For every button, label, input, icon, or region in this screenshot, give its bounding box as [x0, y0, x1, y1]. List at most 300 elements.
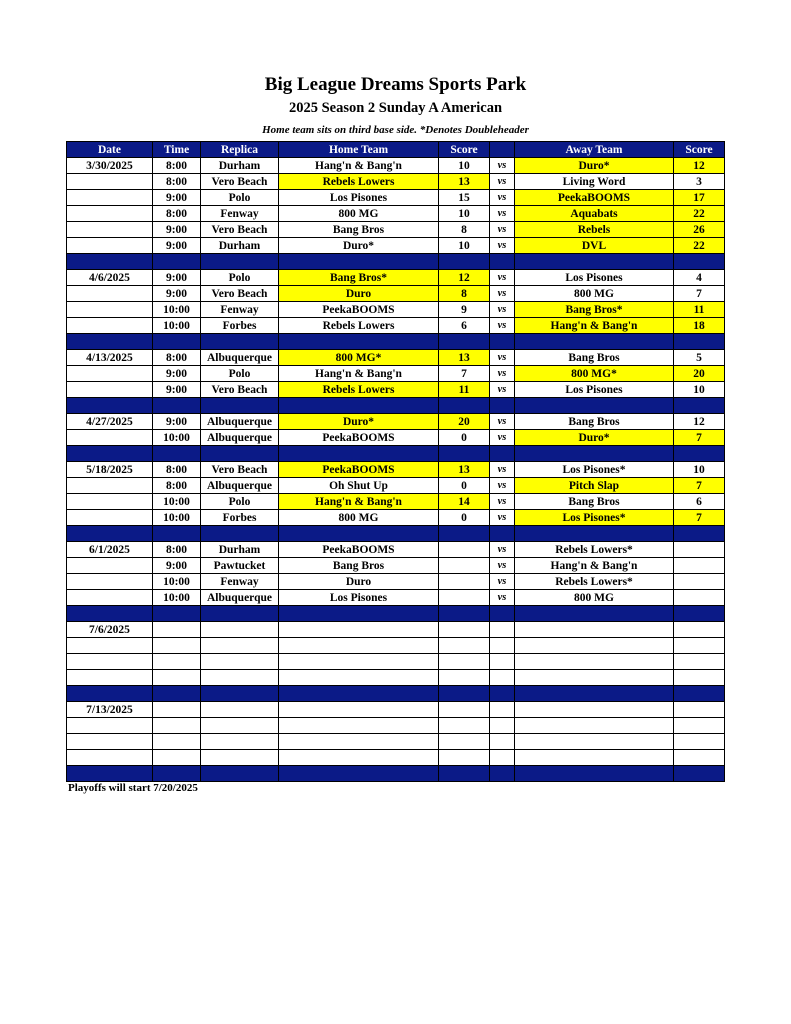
away-score-cell: 17 [674, 190, 725, 206]
home-score-cell: 20 [439, 414, 490, 430]
separator-cell [515, 686, 674, 702]
home-team-cell: Bang Bros [279, 558, 439, 574]
home-team-cell: Rebels Lowers [279, 318, 439, 334]
home-score-cell [439, 654, 490, 670]
date-cell [67, 190, 153, 206]
home-team-cell: 800 MG* [279, 350, 439, 366]
time-cell: 8:00 [153, 174, 201, 190]
schedule-body [67, 158, 725, 782]
home-team-cell: PeekaBOOMS [279, 302, 439, 318]
away-team-cell: 800 MG [515, 590, 674, 606]
away-score-cell: 7 [674, 430, 725, 446]
time-cell: 9:00 [153, 414, 201, 430]
home-score-cell [439, 734, 490, 750]
away-score-cell [674, 654, 725, 670]
separator-cell [67, 398, 153, 414]
away-team-cell: Living Word [515, 174, 674, 190]
separator-cell [439, 686, 490, 702]
away-team-cell: 800 MG* [515, 366, 674, 382]
away-score-cell: 7 [674, 478, 725, 494]
time-cell [153, 622, 201, 638]
replica-cell: Polo [201, 190, 279, 206]
separator-cell [279, 446, 439, 462]
home-team-cell: Bang Bros* [279, 270, 439, 286]
time-cell [153, 638, 201, 654]
away-team-cell: Hang'n & Bang'n [515, 558, 674, 574]
home-score-cell [439, 622, 490, 638]
date-cell [67, 670, 153, 686]
game-row [67, 462, 725, 478]
date-cell [67, 510, 153, 526]
time-cell: 10:00 [153, 494, 201, 510]
replica-cell: Polo [201, 494, 279, 510]
away-team-cell [515, 750, 674, 766]
vs-cell: vs [490, 270, 515, 286]
game-row [67, 494, 725, 510]
separator-cell [674, 686, 725, 702]
separator-cell [515, 254, 674, 270]
week-separator [67, 254, 725, 270]
header-away-score: Score [674, 142, 725, 158]
time-cell: 10:00 [153, 574, 201, 590]
separator-cell [490, 398, 515, 414]
separator-cell [279, 334, 439, 350]
time-cell: 10:00 [153, 318, 201, 334]
separator-cell [201, 446, 279, 462]
game-row [67, 670, 725, 686]
home-score-cell: 8 [439, 222, 490, 238]
game-row [67, 206, 725, 222]
separator-cell [515, 334, 674, 350]
away-team-cell: PeekaBOOMS [515, 190, 674, 206]
away-team-cell [515, 654, 674, 670]
home-team-cell: Hang'n & Bang'n [279, 158, 439, 174]
home-score-cell [439, 574, 490, 590]
vs-cell [490, 670, 515, 686]
time-cell [153, 718, 201, 734]
home-team-cell: PeekaBOOMS [279, 542, 439, 558]
vs-cell: vs [490, 350, 515, 366]
away-score-cell: 4 [674, 270, 725, 286]
game-row [67, 478, 725, 494]
separator-cell [279, 606, 439, 622]
home-team-cell: Los Pisones [279, 590, 439, 606]
date-cell: 4/27/2025 [67, 414, 153, 430]
vs-cell: vs [490, 190, 515, 206]
separator-cell [515, 398, 674, 414]
week-separator [67, 766, 725, 782]
week-separator [67, 398, 725, 414]
away-team-cell: DVL [515, 238, 674, 254]
separator-cell [674, 398, 725, 414]
separator-cell [490, 766, 515, 782]
replica-cell: Forbes [201, 318, 279, 334]
schedule-note: Home team sits on third base side. *Denotes Doubleheader [262, 124, 529, 136]
game-row [67, 542, 725, 558]
home-team-cell [279, 654, 439, 670]
away-score-cell: 10 [674, 462, 725, 478]
vs-cell [490, 702, 515, 718]
date-cell: 7/6/2025 [67, 622, 153, 638]
home-team-cell: Rebels Lowers [279, 174, 439, 190]
away-team-cell: Pitch Slap [515, 478, 674, 494]
time-cell: 8:00 [153, 542, 201, 558]
separator-cell [279, 526, 439, 542]
game-row [67, 750, 725, 766]
time-cell: 10:00 [153, 510, 201, 526]
page-subtitle: 2025 Season 2 Sunday A American [288, 100, 503, 116]
replica-cell [201, 750, 279, 766]
date-cell [67, 174, 153, 190]
home-team-cell: Duro* [279, 414, 439, 430]
date-cell [67, 430, 153, 446]
vs-cell [490, 638, 515, 654]
replica-cell [201, 718, 279, 734]
separator-cell [153, 446, 201, 462]
vs-cell [490, 654, 515, 670]
vs-cell: vs [490, 414, 515, 430]
separator-cell [201, 606, 279, 622]
game-row [67, 718, 725, 734]
separator-cell [439, 254, 490, 270]
time-cell [153, 750, 201, 766]
replica-cell: Pawtucket [201, 558, 279, 574]
date-cell: 6/1/2025 [67, 542, 153, 558]
separator-cell [153, 526, 201, 542]
separator-cell [439, 446, 490, 462]
separator-cell [279, 254, 439, 270]
home-team-cell [279, 702, 439, 718]
time-cell [153, 670, 201, 686]
vs-cell: vs [490, 558, 515, 574]
home-team-cell [279, 718, 439, 734]
home-score-cell [439, 638, 490, 654]
home-score-cell: 12 [439, 270, 490, 286]
game-row [67, 382, 725, 398]
header-home-team: Home Team [279, 142, 439, 158]
away-team-cell: Rebels Lowers* [515, 542, 674, 558]
game-row [67, 270, 725, 286]
separator-cell [674, 766, 725, 782]
week-separator [67, 606, 725, 622]
time-cell [153, 734, 201, 750]
date-cell [67, 750, 153, 766]
vs-cell [490, 622, 515, 638]
separator-cell [279, 398, 439, 414]
home-team-cell [279, 750, 439, 766]
date-cell [67, 302, 153, 318]
away-score-cell: 10 [674, 382, 725, 398]
separator-cell [439, 606, 490, 622]
away-team-cell [515, 702, 674, 718]
away-team-cell: Los Pisones* [515, 510, 674, 526]
separator-cell [515, 446, 674, 462]
separator-cell [674, 254, 725, 270]
date-cell [67, 222, 153, 238]
replica-cell [201, 734, 279, 750]
replica-cell [201, 654, 279, 670]
time-cell: 8:00 [153, 158, 201, 174]
home-score-cell [439, 558, 490, 574]
header-date: Date [67, 142, 153, 158]
home-score-cell: 0 [439, 430, 490, 446]
replica-cell: Forbes [201, 510, 279, 526]
separator-cell [515, 606, 674, 622]
away-score-cell: 12 [674, 158, 725, 174]
replica-cell: Fenway [201, 302, 279, 318]
replica-cell: Vero Beach [201, 382, 279, 398]
header-row [67, 142, 725, 158]
home-team-cell: PeekaBOOMS [279, 430, 439, 446]
separator-cell [67, 334, 153, 350]
separator-cell [439, 398, 490, 414]
replica-cell: Albuquerque [201, 478, 279, 494]
date-cell: 3/30/2025 [67, 158, 153, 174]
separator-cell [153, 766, 201, 782]
game-row [67, 190, 725, 206]
separator-cell [67, 606, 153, 622]
game-row [67, 702, 725, 718]
game-row [67, 222, 725, 238]
week-separator [67, 686, 725, 702]
date-cell [67, 574, 153, 590]
time-cell: 9:00 [153, 286, 201, 302]
home-team-cell: Duro [279, 286, 439, 302]
home-score-cell: 0 [439, 510, 490, 526]
replica-cell: Durham [201, 238, 279, 254]
away-score-cell: 12 [674, 414, 725, 430]
week-separator [67, 446, 725, 462]
separator-cell [153, 606, 201, 622]
date-cell [67, 366, 153, 382]
replica-cell: Vero Beach [201, 286, 279, 302]
time-cell: 8:00 [153, 350, 201, 366]
away-score-cell [674, 718, 725, 734]
date-cell [67, 558, 153, 574]
home-team-cell: 800 MG [279, 206, 439, 222]
game-row [67, 286, 725, 302]
away-team-cell: Bang Bros [515, 414, 674, 430]
vs-cell: vs [490, 302, 515, 318]
home-team-cell [279, 638, 439, 654]
separator-cell [153, 334, 201, 350]
away-score-cell: 22 [674, 238, 725, 254]
home-score-cell: 13 [439, 350, 490, 366]
away-team-cell [515, 734, 674, 750]
vs-cell: vs [490, 174, 515, 190]
away-score-cell: 18 [674, 318, 725, 334]
vs-cell: vs [490, 382, 515, 398]
replica-cell: Fenway [201, 574, 279, 590]
separator-cell [67, 766, 153, 782]
vs-cell: vs [490, 366, 515, 382]
away-team-cell: Hang'n & Bang'n [515, 318, 674, 334]
home-score-cell: 15 [439, 190, 490, 206]
away-team-cell: Aquabats [515, 206, 674, 222]
away-score-cell: 7 [674, 510, 725, 526]
game-row [67, 174, 725, 190]
date-cell [67, 718, 153, 734]
away-team-cell [515, 638, 674, 654]
week-separator [67, 334, 725, 350]
vs-cell: vs [490, 238, 515, 254]
away-score-cell [674, 542, 725, 558]
away-score-cell [674, 702, 725, 718]
away-score-cell [674, 574, 725, 590]
separator-cell [439, 334, 490, 350]
separator-cell [201, 686, 279, 702]
home-team-cell: Duro [279, 574, 439, 590]
away-team-cell: 800 MG [515, 286, 674, 302]
separator-cell [490, 526, 515, 542]
separator-cell [490, 606, 515, 622]
date-cell [67, 206, 153, 222]
replica-cell: Durham [201, 158, 279, 174]
separator-cell [674, 446, 725, 462]
schedule-table [66, 141, 725, 782]
date-cell [67, 590, 153, 606]
away-team-cell: Los Pisones [515, 382, 674, 398]
home-score-cell: 9 [439, 302, 490, 318]
away-team-cell: Duro* [515, 158, 674, 174]
game-row [67, 238, 725, 254]
replica-cell: Albuquerque [201, 350, 279, 366]
replica-cell: Albuquerque [201, 414, 279, 430]
replica-cell: Durham [201, 542, 279, 558]
time-cell: 10:00 [153, 590, 201, 606]
separator-cell [67, 526, 153, 542]
week-separator [67, 526, 725, 542]
home-score-cell: 10 [439, 158, 490, 174]
home-team-cell: Oh Shut Up [279, 478, 439, 494]
away-team-cell: Rebels [515, 222, 674, 238]
separator-cell [439, 526, 490, 542]
away-team-cell: Bang Bros [515, 494, 674, 510]
vs-cell: vs [490, 542, 515, 558]
game-row [67, 558, 725, 574]
separator-cell [153, 254, 201, 270]
time-cell: 9:00 [153, 190, 201, 206]
separator-cell [674, 526, 725, 542]
home-team-cell: Bang Bros [279, 222, 439, 238]
header-vs [490, 142, 515, 158]
home-score-cell: 10 [439, 206, 490, 222]
date-cell [67, 638, 153, 654]
replica-cell: Polo [201, 270, 279, 286]
away-score-cell: 22 [674, 206, 725, 222]
away-score-cell: 20 [674, 366, 725, 382]
home-team-cell: Hang'n & Bang'n [279, 494, 439, 510]
home-score-cell [439, 670, 490, 686]
away-score-cell [674, 558, 725, 574]
separator-cell [201, 526, 279, 542]
home-score-cell [439, 542, 490, 558]
date-cell: 5/18/2025 [67, 462, 153, 478]
vs-cell: vs [490, 206, 515, 222]
separator-cell [490, 686, 515, 702]
game-row [67, 318, 725, 334]
separator-cell [674, 606, 725, 622]
home-score-cell [439, 702, 490, 718]
replica-cell: Fenway [201, 206, 279, 222]
away-score-cell: 7 [674, 286, 725, 302]
away-score-cell [674, 750, 725, 766]
replica-cell [201, 638, 279, 654]
away-score-cell [674, 590, 725, 606]
vs-cell: vs [490, 478, 515, 494]
header-replica: Replica [201, 142, 279, 158]
home-score-cell [439, 590, 490, 606]
game-row [67, 638, 725, 654]
away-team-cell: Rebels Lowers* [515, 574, 674, 590]
vs-cell: vs [490, 510, 515, 526]
home-team-cell [279, 734, 439, 750]
separator-cell [201, 766, 279, 782]
home-team-cell: Los Pisones [279, 190, 439, 206]
time-cell: 9:00 [153, 222, 201, 238]
game-row [67, 734, 725, 750]
vs-cell: vs [490, 590, 515, 606]
separator-cell [201, 398, 279, 414]
replica-cell: Polo [201, 366, 279, 382]
home-score-cell [439, 750, 490, 766]
date-cell: 4/6/2025 [67, 270, 153, 286]
replica-cell [201, 670, 279, 686]
separator-cell [439, 766, 490, 782]
vs-cell: vs [490, 318, 515, 334]
game-row [67, 414, 725, 430]
away-score-cell [674, 670, 725, 686]
away-score-cell: 5 [674, 350, 725, 366]
date-cell [67, 382, 153, 398]
separator-cell [490, 254, 515, 270]
separator-cell [515, 526, 674, 542]
time-cell: 9:00 [153, 366, 201, 382]
time-cell [153, 654, 201, 670]
vs-cell: vs [490, 158, 515, 174]
date-cell [67, 318, 153, 334]
time-cell: 10:00 [153, 302, 201, 318]
away-team-cell: Bang Bros* [515, 302, 674, 318]
separator-cell [490, 334, 515, 350]
home-score-cell [439, 718, 490, 734]
game-row [67, 302, 725, 318]
home-team-cell: Hang'n & Bang'n [279, 366, 439, 382]
vs-cell: vs [490, 462, 515, 478]
separator-cell [674, 334, 725, 350]
away-score-cell: 11 [674, 302, 725, 318]
away-team-cell: Duro* [515, 430, 674, 446]
away-score-cell: 6 [674, 494, 725, 510]
home-team-cell [279, 622, 439, 638]
separator-cell [153, 398, 201, 414]
time-cell: 8:00 [153, 478, 201, 494]
away-team-cell: Los Pisones* [515, 462, 674, 478]
separator-cell [67, 446, 153, 462]
time-cell: 9:00 [153, 238, 201, 254]
home-team-cell: Duro* [279, 238, 439, 254]
time-cell: 9:00 [153, 382, 201, 398]
time-cell: 8:00 [153, 462, 201, 478]
separator-cell [67, 686, 153, 702]
home-score-cell: 11 [439, 382, 490, 398]
playoffs-note: Playoffs will start 7/20/2025 [68, 782, 198, 794]
date-cell [67, 238, 153, 254]
away-score-cell [674, 638, 725, 654]
vs-cell: vs [490, 286, 515, 302]
away-score-cell: 3 [674, 174, 725, 190]
date-cell: 7/13/2025 [67, 702, 153, 718]
